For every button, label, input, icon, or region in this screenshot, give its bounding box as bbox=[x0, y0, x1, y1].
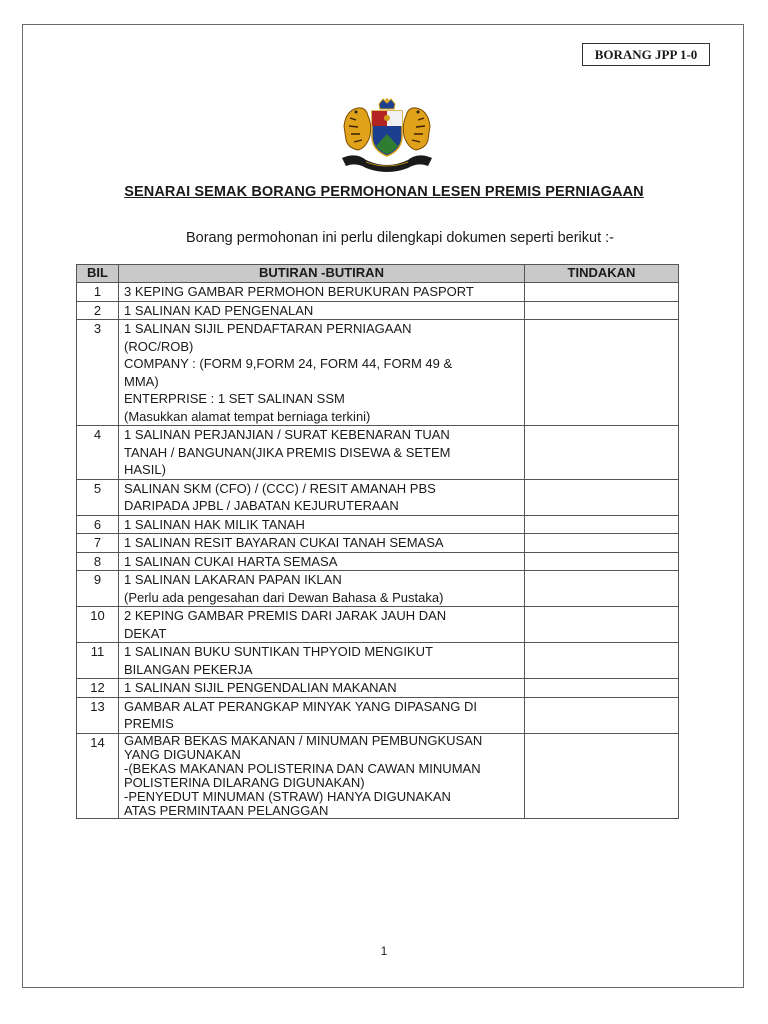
row-number: 6 bbox=[77, 515, 119, 534]
row-description bbox=[119, 679, 525, 698]
description-line: (ROC/ROB) bbox=[124, 338, 194, 354]
description-line: ENTERPRISE : 1 SET SALINAN SSM bbox=[124, 391, 345, 406]
description-line: SALINAN SKM (CFO) / (CCC) / RESIT AMANAH PBS bbox=[124, 480, 436, 496]
action-cell[interactable] bbox=[525, 571, 679, 607]
table-row bbox=[77, 607, 679, 643]
row-description bbox=[119, 283, 525, 302]
table-row bbox=[77, 515, 679, 534]
row-number: 10 bbox=[77, 607, 119, 643]
table-row bbox=[77, 283, 679, 302]
row-number: 9 bbox=[77, 571, 119, 607]
description-line: -PENYEDUT MINUMAN (STRAW) HANYA DIGUNAKAN bbox=[124, 788, 451, 804]
action-cell[interactable] bbox=[525, 301, 679, 320]
action-cell[interactable] bbox=[525, 534, 679, 553]
state-crest-emblem bbox=[336, 96, 438, 176]
page-number: 1 bbox=[380, 944, 388, 958]
row-number: 4 bbox=[77, 426, 119, 480]
row-description bbox=[119, 320, 525, 426]
action-cell[interactable] bbox=[525, 697, 679, 733]
description-line: YANG DIGUNAKAN bbox=[124, 746, 241, 762]
description-line: HASIL) bbox=[124, 462, 166, 477]
table-row bbox=[77, 479, 679, 515]
row-number: 12 bbox=[77, 679, 119, 698]
description-line: -(BEKAS MAKANAN POLISTERINA DAN CAWAN MINUMAN bbox=[124, 760, 481, 776]
description-line: TANAH / BANGUNAN(JIKA PREMIS DISEWA & SETEM bbox=[124, 444, 451, 460]
description-line: 3 KEPING GAMBAR PERMOHON BERUKURAN PASPORT bbox=[124, 284, 474, 299]
description-line: 1 SALINAN SIJIL PENDAFTARAN PERNIAGAAN bbox=[124, 321, 412, 336]
description-line: ATAS PERMINTAAN PELANGGAN bbox=[124, 802, 329, 818]
row-number: 14 bbox=[77, 733, 119, 818]
description-line: (Masukkan alamat tempat berniaga terkini) bbox=[124, 408, 371, 424]
instruction-text: Borang permohonan ini perlu dilengkapi dokumen seperti berikut :- bbox=[185, 230, 614, 246]
table-row bbox=[77, 643, 679, 679]
description-line: BILANGAN PEKERJA bbox=[124, 661, 253, 677]
row-description bbox=[119, 607, 525, 643]
description-line: GAMBAR ALAT PERANGKAP MINYAK YANG DIPASANG DI bbox=[124, 698, 478, 714]
row-description bbox=[119, 301, 525, 320]
row-description bbox=[119, 571, 525, 607]
action-cell[interactable] bbox=[525, 643, 679, 679]
description-line: 1 SALINAN LAKARAN PAPAN IKLAN bbox=[124, 572, 342, 587]
action-cell[interactable] bbox=[525, 515, 679, 534]
description-line: GAMBAR BEKAS MAKANAN / MINUMAN PEMBUNGKUSAN bbox=[124, 732, 483, 748]
table-row bbox=[77, 679, 679, 698]
row-description bbox=[119, 515, 525, 534]
description-line: 1 SALINAN HAK MILIK TANAH bbox=[124, 516, 305, 532]
row-number: 2 bbox=[77, 301, 119, 320]
description-line: 1 SALINAN BUKU SUNTIKAN THPYOID MENGIKUT bbox=[124, 644, 433, 659]
row-description bbox=[119, 552, 525, 571]
row-number: 11 bbox=[77, 643, 119, 679]
row-description bbox=[119, 733, 525, 818]
row-description bbox=[119, 643, 525, 679]
description-line: PREMIS bbox=[124, 716, 174, 731]
table-row bbox=[77, 733, 679, 818]
table-row bbox=[77, 697, 679, 733]
checklist-table bbox=[76, 264, 679, 819]
row-number: 7 bbox=[77, 534, 119, 553]
description-line: 1 SALINAN SIJIL PENGENDALIAN MAKANAN bbox=[124, 680, 397, 695]
table-row bbox=[77, 320, 679, 426]
column-header-butiran: BUTIRAN -BUTIRAN bbox=[119, 265, 525, 283]
table-row bbox=[77, 571, 679, 607]
row-number: 3 bbox=[77, 320, 119, 426]
column-header-tindakan: TINDAKAN bbox=[525, 265, 679, 283]
description-line: 1 SALINAN RESIT BAYARAN CUKAI TANAH SEMASA bbox=[124, 535, 444, 550]
action-cell[interactable] bbox=[525, 552, 679, 571]
description-line: MMA) bbox=[124, 373, 159, 389]
table-row bbox=[77, 301, 679, 320]
description-line: 1 SALINAN KAD PENGENALAN bbox=[124, 302, 314, 318]
description-line: 1 SALINAN CUKAI HARTA SEMASA bbox=[124, 553, 338, 569]
document-title: SENARAI SEMAK BORANG PERMOHONAN LESEN PREMIS PERNIAGAAN bbox=[124, 184, 644, 200]
action-cell[interactable] bbox=[525, 733, 679, 818]
row-number: 13 bbox=[77, 697, 119, 733]
table-row bbox=[77, 552, 679, 571]
table-header-row bbox=[77, 265, 679, 283]
action-cell[interactable] bbox=[525, 607, 679, 643]
description-line: DEKAT bbox=[124, 625, 167, 641]
row-description bbox=[119, 426, 525, 480]
action-cell[interactable] bbox=[525, 283, 679, 302]
action-cell[interactable] bbox=[525, 426, 679, 480]
description-line: 2 KEPING GAMBAR PREMIS DARI JARAK JAUH DAN bbox=[124, 608, 447, 623]
table-row bbox=[77, 534, 679, 553]
action-cell[interactable] bbox=[525, 479, 679, 515]
action-cell[interactable] bbox=[525, 679, 679, 698]
description-line: (Perlu ada pengesahan dari Dewan Bahasa & Pustaka) bbox=[124, 589, 444, 605]
action-cell[interactable] bbox=[525, 320, 679, 426]
table-row bbox=[77, 426, 679, 480]
row-description bbox=[119, 697, 525, 733]
row-number: 8 bbox=[77, 552, 119, 571]
row-description bbox=[119, 534, 525, 553]
column-header-bil: BIL bbox=[77, 265, 119, 283]
form-code-box: BORANG JPP 1-0 bbox=[582, 43, 710, 66]
description-line: COMPANY : (FORM 9,FORM 24, FORM 44, FORM 49 & bbox=[124, 356, 453, 371]
row-description bbox=[119, 479, 525, 515]
description-line: 1 SALINAN PERJANJIAN / SURAT KEBENARAN TUAN bbox=[124, 427, 450, 442]
row-number: 1 bbox=[77, 283, 119, 302]
row-number: 5 bbox=[77, 479, 119, 515]
description-line: DARIPADA JPBL / JABATAN KEJURUTERAAN bbox=[124, 498, 399, 513]
description-line: POLISTERINA DILARANG DIGUNAKAN) bbox=[124, 774, 365, 790]
